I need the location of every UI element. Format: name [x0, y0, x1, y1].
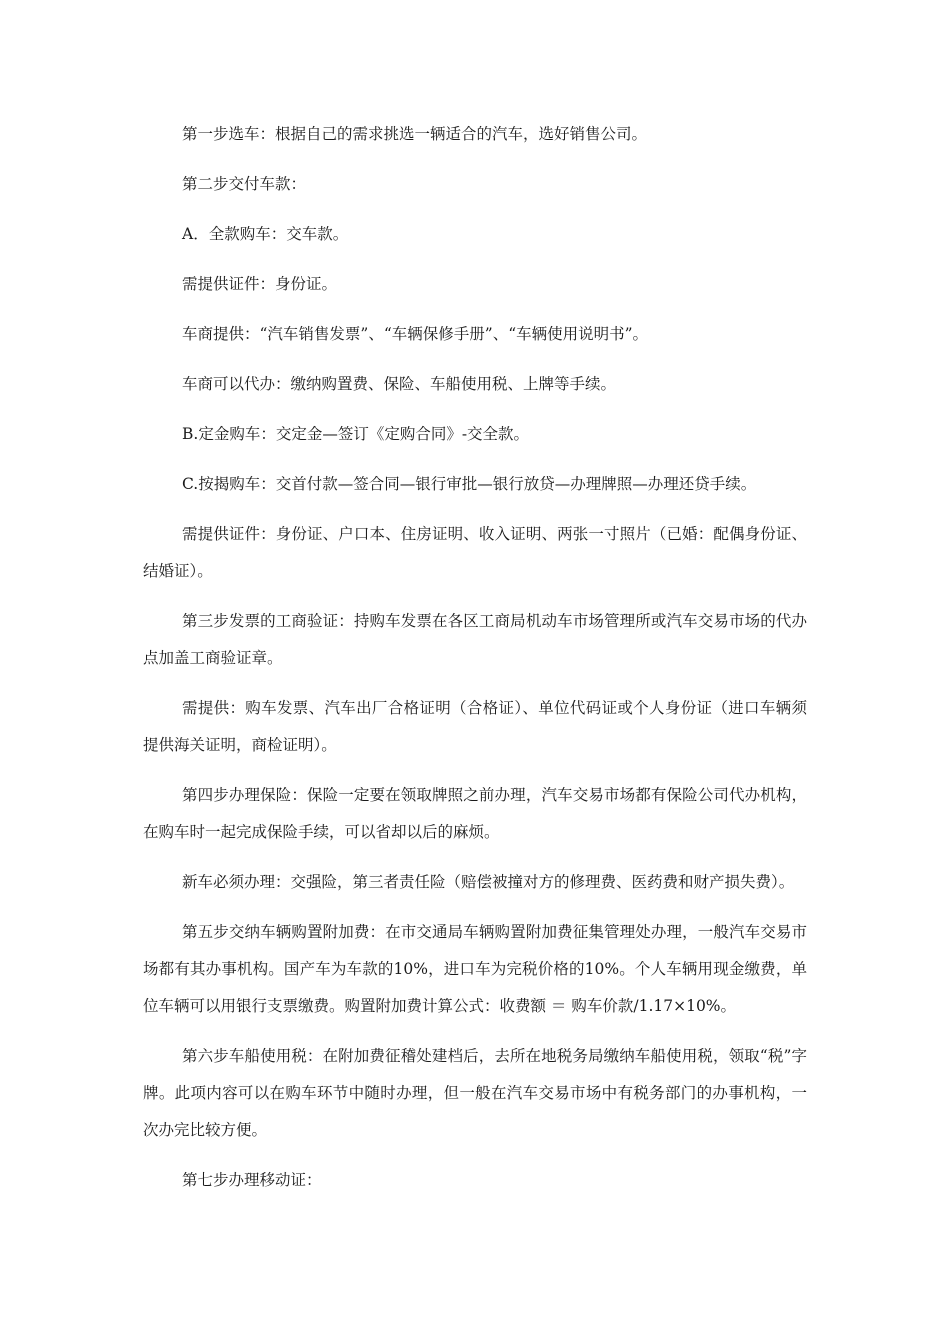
paragraph-dealer-agency: 车商可以代办：缴纳购置费、保险、车船使用税、上牌等手续。: [182, 375, 617, 393]
paragraph-dealer-provides: 车商提供：“汽车销售发票”、“车辆保修手册”、“车辆使用说明书”。: [182, 325, 649, 343]
paragraph-full-payment: A．全款购车：交车款。: [182, 225, 349, 243]
paragraph-step5-purchase-fee: 第五步交纳车辆购置附加费：在市交通局车辆购置附加费征集管理处办理，一般汽车交易市场都有其办事机构。国产车为车款的10%，进口车为完税价格的10%。个人车辆用现金缴费，单位车辆可以用银行支票缴费。购置附加费计算公式：收费额 ＝ 购车价款/1.17×10%。: [143, 923, 807, 1015]
paragraph-deposit-purchase: B.定金购车：交定金—签订《定购合同》-交全款。: [182, 425, 530, 443]
paragraph-step1-select-car: 第一步选车：根据自己的需求挑选一辆适合的汽车，选好销售公司。: [182, 125, 648, 143]
paragraph-step3-invoice-verification: 第三步发票的工商验证：持购车发票在各区工商局机动车市场管理所或汽车交易市场的代办点加盖工商验证章。: [143, 612, 807, 667]
paragraph-required-id: 需提供证件：身份证。: [182, 275, 338, 293]
paragraph-step4-insurance: 第四步办理保险：保险一定要在领取牌照之前办理，汽车交易市场都有保险公司代办机构，在购车时一起完成保险手续，可以省却以后的麻烦。: [143, 786, 807, 841]
paragraph-required-insurance: 新车必须办理：交强险，第三者责任险（赔偿被撞对方的修理费、医药费和财产损失费）。: [182, 873, 795, 891]
paragraph-step2-payment: 第二步交付车款：: [182, 175, 307, 193]
paragraph-mortgage-purchase: C.按揭购车：交首付款—签合同—银行审批—银行放贷—办理牌照—办理还贷手续。: [182, 475, 757, 493]
paragraph-step6-vehicle-tax: 第六步车船使用税：在附加费征稽处建档后，去所在地税务局缴纳车船使用税，领取“税”字牌。此项内容可以在购车环节中随时办理，但一般在汽车交易市场中有税务部门的办事机构，一次办完比较方便。: [143, 1047, 807, 1139]
document-body: [143, 116, 807, 1212]
paragraph-invoice-documents: 需提供：购车发票、汽车出厂合格证明（合格证）、单位代码证或个人身份证（进口车辆须提供海关证明，商检证明）。: [143, 699, 807, 754]
paragraph-mortgage-documents: 需提供证件：身份证、户口本、住房证明、收入证明、两张一寸照片（已婚：配偶身份证、结婚证）。: [143, 525, 807, 580]
paragraph-step7-move-permit: 第七步办理移动证：: [182, 1171, 322, 1189]
